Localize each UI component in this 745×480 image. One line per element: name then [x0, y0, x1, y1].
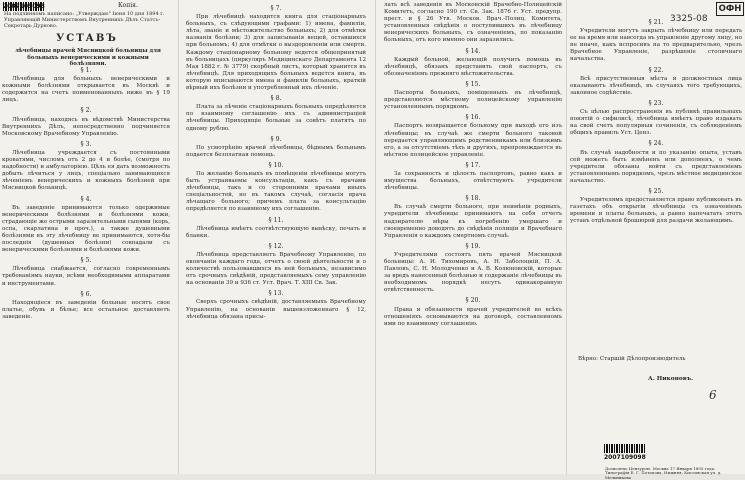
section-number: § 13.: [268, 290, 284, 298]
column-4-body: [570, 16, 742, 227]
section-number: § 2.: [80, 107, 92, 115]
section-number: § 22.: [648, 66, 664, 74]
section-number: § 12.: [268, 242, 284, 250]
section-text: Лѣчебница снабжается, согласно современнымъ требованіямъ науки, всѣми необходимыми аппаратами и инструментами.: [2, 266, 170, 287]
section-text: Паспортъ возвращается больному при выходѣ его изъ лѣчебницы; въ случаѣ же смерти больного таковой передается управляющимъ родственникамъ или близкимъ его, а за отсутствіемъ тѣхъ и другихъ, препровождается въ мѣстное полицейское управленіе.: [384, 123, 562, 158]
text-column-2: [186, 0, 366, 474]
section-text: Учредителямъ предоставляется право публиковать въ газетахъ объ открытіи лѣчебницы съ означеніемъ времени и платы больныхъ, а равно напечатать этотъ уставъ отдѣльной брошюрой для раздачи желающимъ.: [570, 197, 742, 225]
section-number: § 20.: [465, 297, 481, 305]
section-number: § 17.: [465, 161, 481, 169]
section-number: § 8.: [270, 95, 282, 103]
section-number: § 9.: [270, 135, 282, 143]
section-text: По усмотрѣнію врачей лѣчебницы, бѣднымъ больнымъ подается безплатная помощь.: [186, 144, 366, 158]
section-number: § 23.: [648, 99, 664, 107]
document-subtitle: лѣчебницы врачей Мясницкой больницы для больныхъ венерическими и кожными болѣзнями.: [15, 48, 161, 68]
handwritten-mark: 6: [709, 388, 717, 402]
print-footer: [605, 467, 745, 480]
section-text: Учредителями состоятъ пять врачей Мясницкой больницы: А. И. Тихомировъ, А. Н. Заболоцкій, П. А. Павловъ, С. Н. Молодченко и А. В. Колюновскій, которые за вредъ нанесенный болѣзнью и содержаніе лѣчебницы въ необходимомъ порядкѣ несутъ одинакоравную отвѣтственность.: [384, 251, 562, 294]
section-number: § 18.: [465, 195, 481, 203]
approval-notice: На подлинномъ написано: „Утверждаю" Іюня 10 дня 1894 г. Управляющій Министерствомъ Внутреннихъ Дѣлъ Статсъ-Секретарь Дурново.: [4, 11, 165, 29]
column-2-body: [186, 2, 366, 323]
section-number: § 5.: [80, 257, 92, 265]
signatory-name: А. Никоновъ.: [648, 376, 694, 382]
censorship-line: Дозволено Цензурою. Москва 17 Января 1895 года.: [605, 466, 716, 471]
section-number: § 3.: [80, 140, 92, 148]
section-text: Учредители могутъ закрыть лѣчебницу или передать ее на время или навсегда въ управленіе другому лицу, но не иначе, какъ испросивъ на то предварительно, чрезъ Врачебное Управленіе, разрѣшеніе столичнаго начальства.: [570, 28, 742, 63]
section-number: § 4.: [80, 195, 92, 203]
handwritten-code: 3325-08: [670, 14, 708, 24]
section-number: § 10.: [268, 161, 284, 169]
section-text: Плата за лѣченіе стаціонарныхъ больныхъ опредѣляется по взаимному соглашенію ихъ съ администраціей лѣчебницы. Приходящіе больные за совѣтъ платятъ по одному рублю.: [186, 104, 366, 132]
column-divider: [566, 0, 567, 474]
section-number: § 25.: [648, 187, 664, 195]
section-text: За сохранность и цѣлость паспортовъ, равно какъ и имущества больныхъ, отвѣтствуютъ учредители лѣчебницы.: [384, 170, 562, 192]
section-text: Въ случаѣ надобности и по указанію опыта, уставъ сей можетъ быть измѣненъ или дополненъ, о чемъ учредители обязаны войти съ представленіемъ установленнымъ порядкомъ, чрезъ мѣстное медицинское начальство.: [570, 149, 742, 184]
section-text: Всѣ присутственныя мѣста и должностныя лица оказываютъ лѣчебницѣ, въ случаяхъ того требующихъ, законное содѣйствіе.: [570, 75, 742, 96]
certification-line: Вѣрно: Старшій Дѣлопроизводитель: [578, 356, 686, 362]
section-text: Въ случаѣ смерти больного, при неимѣніи родныхъ, учредители лѣчебницы принимаютъ на себя отчетъ надзирателю мѣры къ погребенію умершаго и своевременно доводятъ до свѣдѣнія полиціи и Врачебнаго Управленія о каждомъ смертномъ случаѣ.: [384, 204, 562, 239]
section-text: Въ заведеніе принимаются только одержимые венерическими болѣзнями и болѣзнями кожи, страдающіе же острыми заразительными сыпями (корь, оспа, скарлатина и проч.), а также душевными болѣзнями въ эту лѣчебницу не принимаются, хотя-бы последнія (душевныя болѣзни) совпадали съ венерическими болѣзнями и болѣзнями кожи.: [2, 204, 170, 254]
section-text: По желанію больныхъ въ помѣщеніи лѣчебницы могутъ быть устраиваемы консультаціи, какъ съ врачами лѣчебницы, такъ и со сторонними врачами иныхъ спеціальностей, но въ такомъ случаѣ, согласія врача лѣчащаго больного; причемъ плата за консультацію опредѣляется по взаимному ихъ соглашенію.: [186, 170, 366, 213]
archive-stamp: ОФН: [716, 2, 744, 16]
text-column-4: [570, 0, 742, 474]
section-text: лать всѣ заведенія въ Московскій Врачебно-Полицейскій Комитетъ, согласно 190 ст. Св. Зак. 1876 г. Уст. предупр. прест. и § 26 Утв. Москов. Врач.-Полиц. Комитета, установленныя свѣдѣнія о поступившихъ въ лѣчебницу венерическихъ больныхъ, съ означеніемъ, по показанію больныхъ, отъ кого именно они заразились.: [384, 2, 562, 44]
section-text: Права и обязанности врачей учредителей во всѣхъ отношеніяхъ основываются на договорѣ, составленномъ ими по взаимному соглашенію.: [384, 306, 562, 327]
section-text: Сверхъ срочныхъ свѣдѣній, доставляемыхъ Врачебному Управленію, на основаніи вышеизложеннаго § 12, лѣчебница обязана присы-: [186, 299, 366, 320]
section-number: § 1.: [80, 67, 92, 74]
column-divider: [178, 0, 179, 474]
section-text: Лѣчебница представляетъ Врачебному Управленію, по окончаніи каждаго года, отчетъ о своей дѣятельности и о количествѣ пользовавшихся въ ней больныхъ, независимо отъ срочныхъ свѣдѣній, представляемыхъ сему управленію на основаніи 39 и 936 ст. Уст. Врач. Т. XIII Св. Зак.: [186, 251, 366, 287]
barcode-bottom: [604, 444, 646, 453]
document-title: УСТАВЪ: [56, 33, 118, 44]
section-number: § 6.: [80, 290, 92, 298]
section-number: § 16.: [465, 114, 481, 122]
section-number: § 24.: [648, 140, 664, 148]
section-text: При лѣчебницѣ находится книга для стаціонарныхъ больныхъ, съ слѣдующими графами: 1) имена, фамиліи, лѣта, званіе и мѣстожительство больныхъ; 2) для отмѣтки названія болѣзни; 3) для записыванія вещей, оставшихся при больномъ; 4) для отмѣтки о выздоровленіи или смерти. Каждому стаціонарному больному ведется общепринятый въ больницахъ (циркуляръ Медицинскаго Департамента 12 Мая 1882 г. № 3779) скорбный листъ, который хранится въ лѣчебницѣ. Для приходящихъ больныхъ ведется книга, въ которую вписываются имена и фамиліи больныхъ, краткій вѣрный ихъ болѣзни и употребленный ихъ лѣченіе.: [186, 14, 366, 92]
section-text: Лѣчебница, находясь въ вѣдомствѣ Министерства Внутреннихъ Дѣлъ, непосредственно подчиняется Московскому Врачебному Управленію.: [2, 116, 170, 137]
barcode-bottom-number: 2007109098: [604, 454, 646, 461]
section-text: Находящіеся въ заведеніи больные носятъ свое платье, обувь и бѣлье; все остальное доставляетъ заведеніе.: [2, 299, 170, 320]
section-text: Съ цѣлью распространенія въ публикѣ правильныхъ понятій о сифилисѣ, лѣчебница имѣетъ право издавать на свой счетъ популярныя сочиненія, съ соблюденіемъ общихъ правилъ Уст. Ценз.: [570, 109, 742, 137]
section-number: § 21.: [648, 19, 664, 26]
column-1-body: [2, 64, 170, 323]
printer-line: Типографія Е. Г. Потапова, Нижняя, Кисловская ул. д. Мельникова: [605, 470, 722, 480]
section-number: § 14.: [465, 47, 481, 55]
section-text: Лѣчебница для больныхъ венерическими и кожными болѣзнями открывается въ Москвѣ и содержится на счетъ поименованныхъ ниже въ § 19 лицъ.: [2, 76, 170, 104]
header-copy: Копія.: [118, 2, 138, 9]
section-number: § 19.: [465, 242, 481, 250]
section-number: § 7.: [270, 5, 282, 12]
barcode-top-number: 2007109098: [3, 3, 45, 10]
column-3-body: [384, 2, 562, 330]
section-text: Лѣчебница учреждается съ постоянными кроватями, числомъ отъ 2 до 4 и болѣе, (смотря по надобности) и амбулаторіею. Цѣль ея дать возможность добыть лѣчиться у лицъ, спеціально занимающихся лѣченіемъ венерическихъ и кожныхъ болѣзней при Мясницкой больницѣ.: [2, 149, 170, 192]
section-number: § 15.: [465, 80, 481, 88]
column-divider: [375, 0, 376, 474]
text-column-1: [2, 0, 170, 474]
section-number: § 11.: [268, 216, 284, 224]
text-column-3: [384, 0, 562, 474]
section-text: Паспорты больныхъ, поміщенныхъ въ лѣчебницѣ, представляются мѣстному полицейскому управленію установленнымъ порядкомъ.: [384, 90, 562, 111]
section-text: Лѣчебница имѣетъ соотвѣтствующую вывѣску, печать и бланки.: [186, 225, 366, 239]
section-text: Каждый больной, желающій получить помощь въ лѣчебницѣ, обязанъ представить свой паспортъ, съ обозначеніемъ прежняго мѣстожительства.: [384, 56, 562, 77]
